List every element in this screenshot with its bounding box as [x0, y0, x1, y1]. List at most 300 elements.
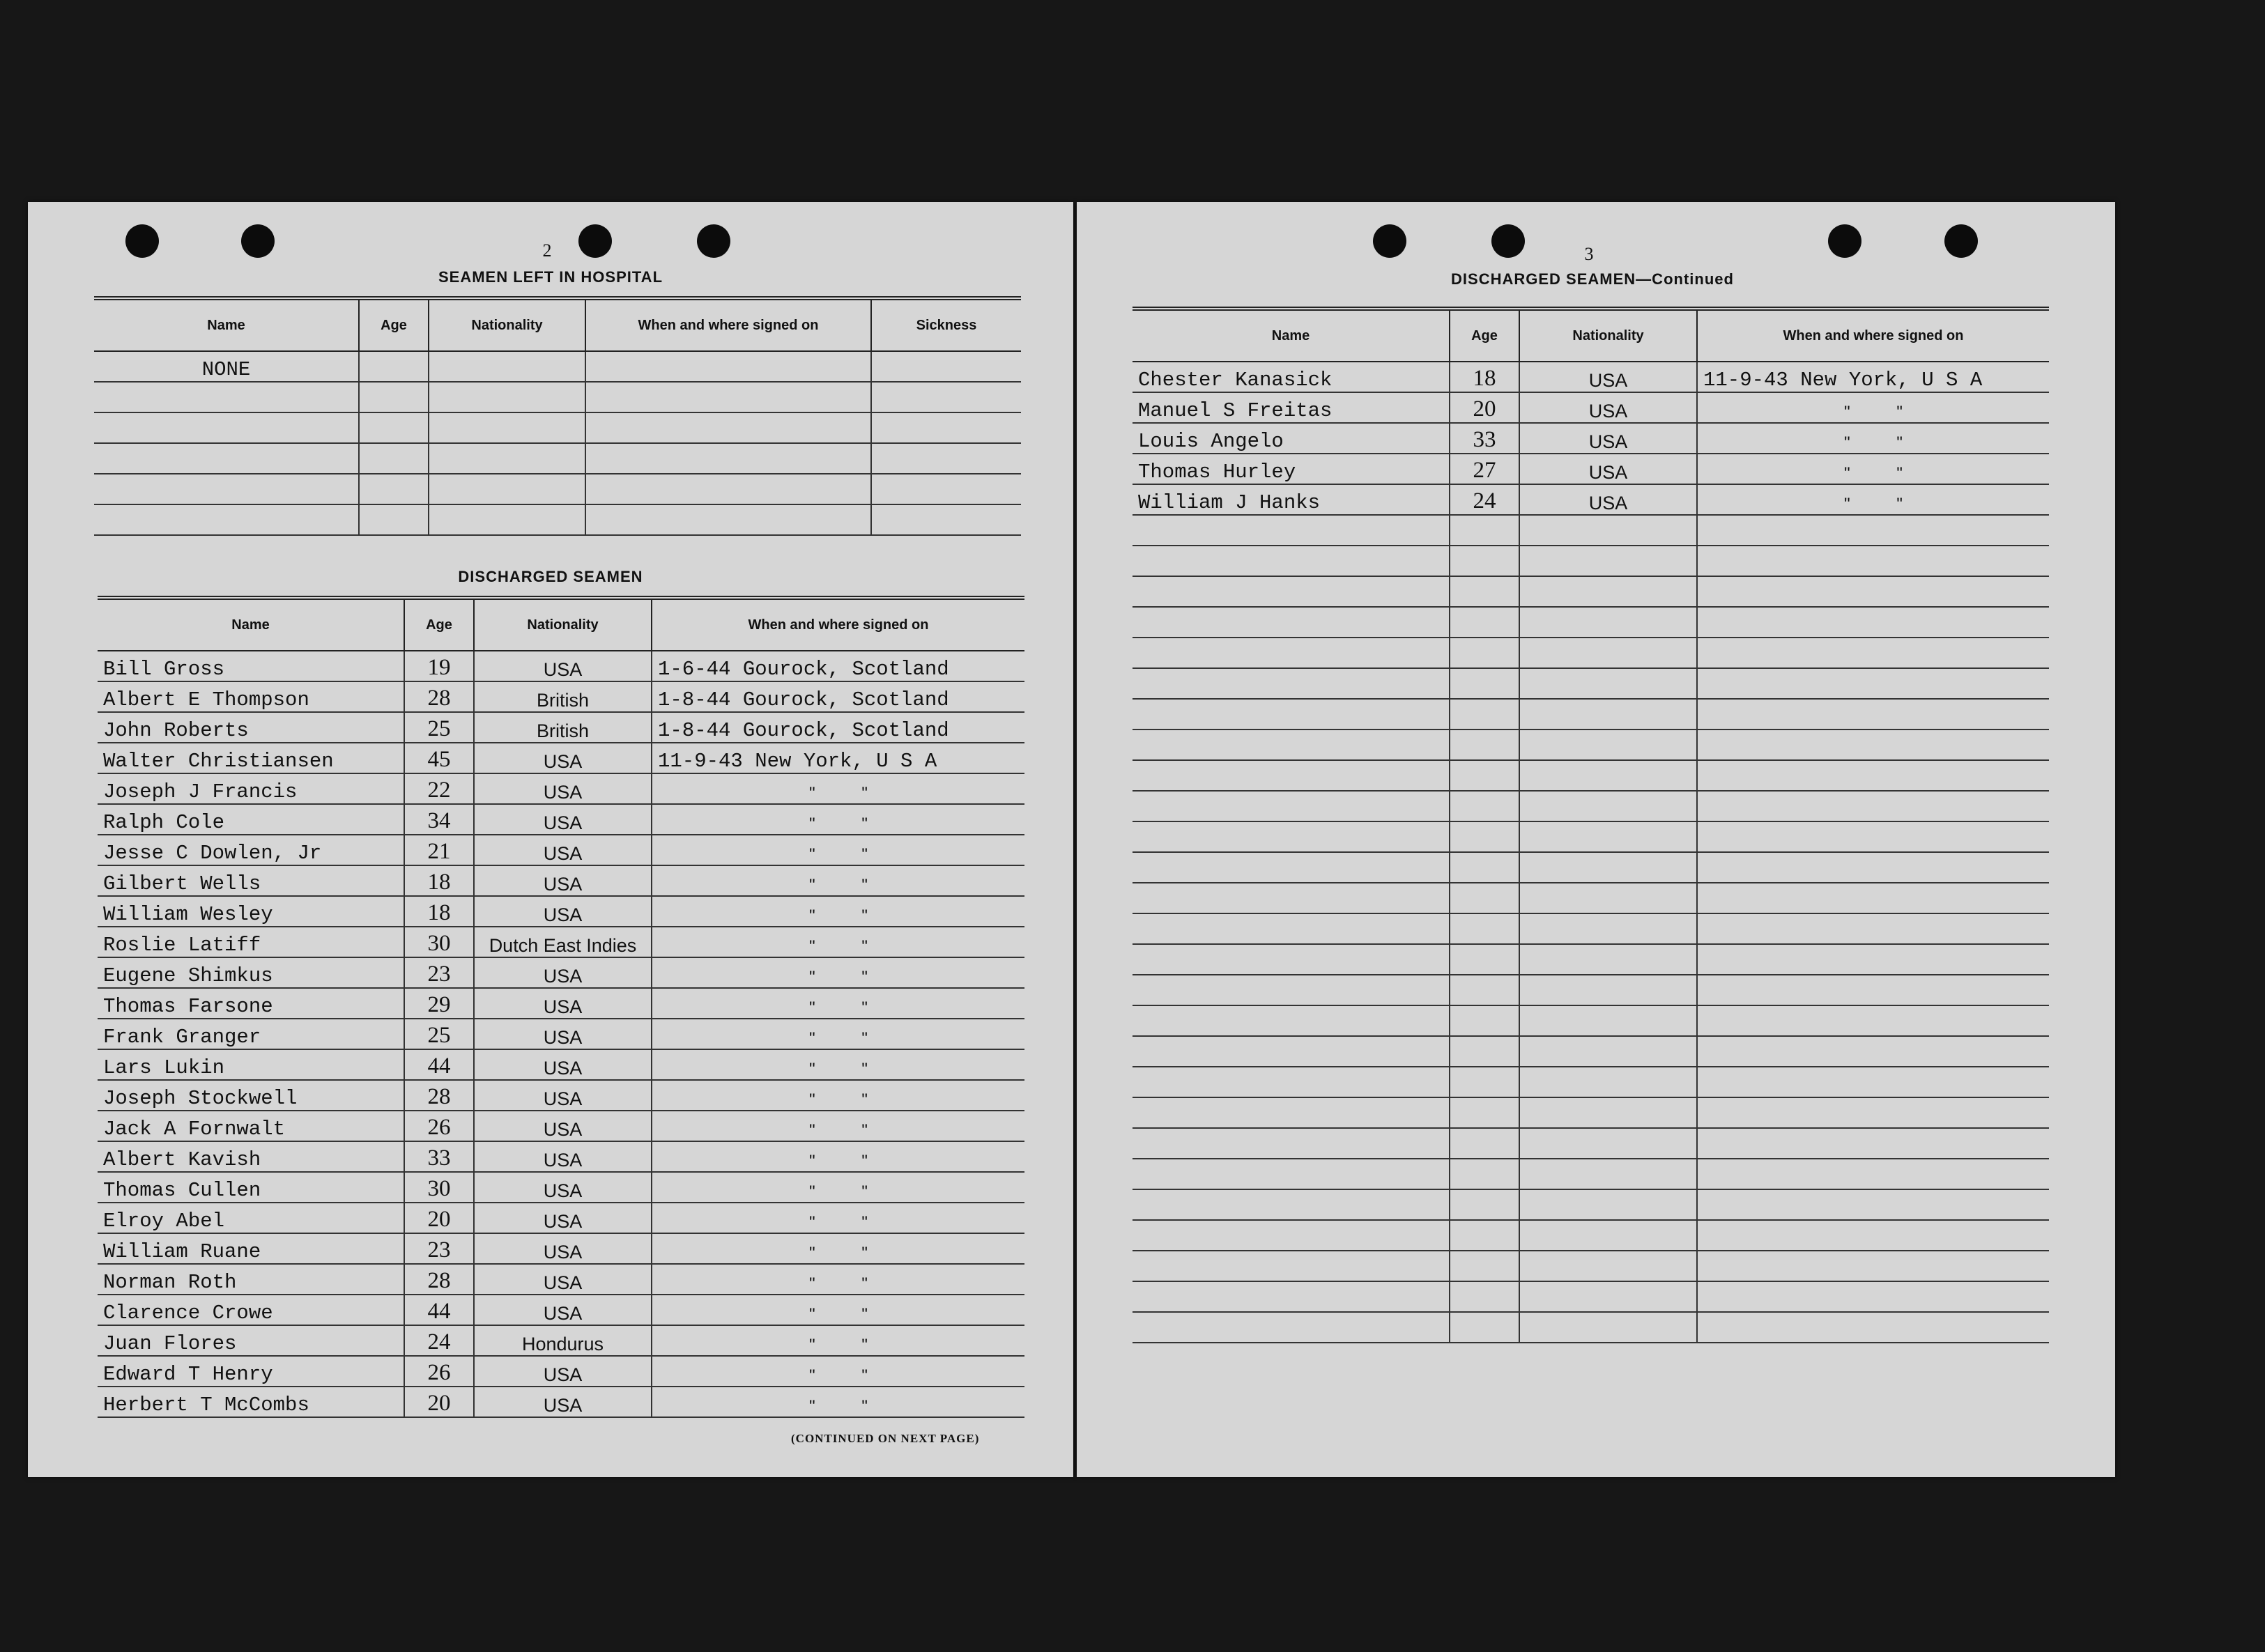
table-cell: Frank Granger	[98, 1019, 404, 1049]
table-cell	[1132, 1067, 1450, 1097]
table-cell	[585, 412, 871, 443]
table-cell	[1519, 975, 1697, 1005]
table-cell: 34	[404, 804, 474, 835]
table-cell	[1519, 760, 1697, 791]
table-cell	[1519, 1097, 1697, 1128]
table-cell	[1450, 1251, 1519, 1281]
punch-hole	[697, 224, 730, 258]
table-cell: 26	[404, 1111, 474, 1141]
table-cell: 28	[404, 681, 474, 712]
table-row	[1132, 576, 2049, 607]
table-row	[1132, 760, 2049, 791]
column-header: Name	[94, 298, 359, 351]
table-cell	[1132, 576, 1450, 607]
column-header: Age	[1450, 309, 1519, 362]
table-cell	[1132, 668, 1450, 699]
table-cell: 30	[404, 927, 474, 957]
table-cell	[1519, 1159, 1697, 1189]
table-cell	[1450, 913, 1519, 944]
table-cell: 28	[404, 1264, 474, 1295]
table-row	[1132, 454, 2049, 484]
table-cell: USA	[1519, 454, 1697, 484]
table-cell: 21	[404, 835, 474, 865]
hospital-table	[94, 296, 1021, 536]
table-cell: USA	[474, 804, 652, 835]
table-cell	[1697, 515, 2049, 546]
table-cell: Herbert T McCombs	[98, 1387, 404, 1417]
column-header: When and where signed on	[585, 298, 871, 351]
table-cell: " "	[652, 1080, 1024, 1111]
table-cell: " "	[652, 1172, 1024, 1203]
table-row	[1132, 791, 2049, 821]
column-header: Nationality	[429, 298, 585, 351]
table-cell	[1450, 1220, 1519, 1251]
table-cell	[1519, 1189, 1697, 1220]
discharged-continued-title: DISCHARGED SEAMEN—Continued	[1451, 270, 1734, 288]
table-cell	[1697, 913, 2049, 944]
table-cell: USA	[474, 1049, 652, 1080]
table-cell: USA	[474, 1019, 652, 1049]
table-cell	[1450, 975, 1519, 1005]
table-cell	[1132, 883, 1450, 913]
table-cell: 30	[404, 1172, 474, 1203]
table-cell	[1697, 1220, 2049, 1251]
table-cell	[1697, 852, 2049, 883]
table-cell	[1132, 699, 1450, 729]
table-row	[1132, 1036, 2049, 1067]
table-row	[98, 1203, 1024, 1233]
table-cell	[1519, 791, 1697, 821]
table-cell: 11-9-43 New York, U S A	[1697, 362, 2049, 392]
table-cell	[1519, 883, 1697, 913]
table-header-row	[1132, 309, 2049, 362]
table-cell: " "	[652, 1141, 1024, 1172]
table-cell	[1697, 1281, 2049, 1312]
page-number: 3	[1584, 244, 1594, 264]
table-cell: 1-6-44 Gourock, Scotland	[652, 651, 1024, 681]
table-row	[1132, 515, 2049, 546]
table-cell: USA	[474, 1172, 652, 1203]
table-cell: William J Hanks	[1132, 484, 1450, 515]
table-cell	[1519, 852, 1697, 883]
column-header: Name	[1132, 309, 1450, 362]
table-cell: USA	[1519, 362, 1697, 392]
table-row	[1132, 1005, 2049, 1036]
table-cell: " "	[1697, 484, 2049, 515]
table-cell	[359, 351, 429, 382]
table-cell	[1697, 607, 2049, 638]
table-cell: Gilbert Wells	[98, 865, 404, 896]
table-cell	[359, 443, 429, 474]
table-cell: 33	[1450, 423, 1519, 454]
table-cell: Jack A Fornwalt	[98, 1111, 404, 1141]
table-cell	[1519, 944, 1697, 975]
table-cell	[1697, 1312, 2049, 1343]
table-row	[1132, 1159, 2049, 1189]
table-row	[1132, 484, 2049, 515]
table-cell: " "	[652, 1325, 1024, 1356]
table-cell	[585, 474, 871, 504]
table-row	[98, 896, 1024, 927]
table-cell	[1132, 760, 1450, 791]
table-cell	[1132, 515, 1450, 546]
table-cell	[1697, 1005, 2049, 1036]
table-cell: USA	[474, 835, 652, 865]
table-row	[1132, 1067, 2049, 1097]
table-cell: USA	[474, 651, 652, 681]
table-cell: 33	[404, 1141, 474, 1172]
table-row	[94, 382, 1021, 412]
table-row	[1132, 1189, 2049, 1220]
table-cell: USA	[1519, 392, 1697, 423]
table-cell	[1697, 668, 2049, 699]
table-cell	[1450, 852, 1519, 883]
table-cell: " "	[652, 1233, 1024, 1264]
table-cell: USA	[474, 1295, 652, 1325]
table-cell	[429, 504, 585, 535]
table-cell: " "	[1697, 423, 2049, 454]
table-row	[1132, 392, 2049, 423]
table-cell	[871, 351, 1021, 382]
table-row	[98, 681, 1024, 712]
table-row	[98, 1264, 1024, 1295]
table-cell: Clarence Crowe	[98, 1295, 404, 1325]
table-cell	[871, 382, 1021, 412]
table-cell	[871, 412, 1021, 443]
table-row	[1132, 821, 2049, 852]
table-cell: Chester Kanasick	[1132, 362, 1450, 392]
column-header: When and where signed on	[652, 598, 1024, 651]
column-header: Age	[404, 598, 474, 651]
discharged-section-title: DISCHARGED SEAMEN	[458, 568, 643, 585]
table-cell	[1132, 729, 1450, 760]
table-cell	[1697, 546, 2049, 576]
table-cell	[1697, 1067, 2049, 1097]
table-cell	[1697, 821, 2049, 852]
table-cell	[94, 504, 359, 535]
table-cell	[1697, 576, 2049, 607]
page-number: 2	[542, 240, 552, 261]
table-cell	[1132, 1159, 1450, 1189]
table-cell	[1132, 546, 1450, 576]
table-cell	[94, 382, 359, 412]
table-row	[98, 1019, 1024, 1049]
table-cell: " "	[652, 1295, 1024, 1325]
table-cell: 28	[404, 1080, 474, 1111]
table-cell	[1450, 821, 1519, 852]
table-row	[98, 927, 1024, 957]
table-cell: William Ruane	[98, 1233, 404, 1264]
table-row	[1132, 913, 2049, 944]
table-cell	[1697, 729, 2049, 760]
table-cell	[1132, 1005, 1450, 1036]
table-cell: British	[474, 712, 652, 743]
table-cell: Edward T Henry	[98, 1356, 404, 1387]
column-header: Nationality	[474, 598, 652, 651]
column-header: Sickness	[871, 298, 1021, 351]
table-row	[1132, 546, 2049, 576]
table-cell: " "	[652, 957, 1024, 988]
table-cell	[1697, 1128, 2049, 1159]
table-cell	[1450, 1312, 1519, 1343]
discharged-continued-table	[1132, 307, 2049, 1343]
table-cell	[1450, 607, 1519, 638]
table-cell: 29	[404, 988, 474, 1019]
table-cell: 44	[404, 1295, 474, 1325]
table-cell	[1697, 883, 2049, 913]
table-cell: NONE	[94, 351, 359, 382]
table-cell: USA	[1519, 423, 1697, 454]
punch-hole	[241, 224, 275, 258]
table-cell	[1519, 638, 1697, 668]
table-cell	[94, 443, 359, 474]
table-cell	[1132, 791, 1450, 821]
table-row	[98, 1295, 1024, 1325]
table-cell: Louis Angelo	[1132, 423, 1450, 454]
table-cell	[1450, 944, 1519, 975]
table-cell: 24	[404, 1325, 474, 1356]
table-row	[98, 1111, 1024, 1141]
table-cell: " "	[652, 1203, 1024, 1233]
table-cell	[359, 382, 429, 412]
table-cell: Thomas Cullen	[98, 1172, 404, 1203]
table-cell: " "	[1697, 392, 2049, 423]
table-cell	[429, 412, 585, 443]
table-cell: 26	[404, 1356, 474, 1387]
table-cell	[1519, 821, 1697, 852]
table-row	[1132, 668, 2049, 699]
table-cell: " "	[652, 1049, 1024, 1080]
table-cell: " "	[652, 1356, 1024, 1387]
table-row	[98, 773, 1024, 804]
table-cell	[359, 474, 429, 504]
table-cell: Hondurus	[474, 1325, 652, 1356]
table-cell: Joseph Stockwell	[98, 1080, 404, 1111]
table-cell	[1450, 576, 1519, 607]
table-cell	[1132, 1312, 1450, 1343]
table-row	[1132, 1251, 2049, 1281]
table-cell: USA	[474, 896, 652, 927]
table-cell: " "	[652, 988, 1024, 1019]
table-cell: USA	[474, 865, 652, 896]
table-cell	[1450, 638, 1519, 668]
table-cell: 25	[404, 712, 474, 743]
table-cell: " "	[652, 1264, 1024, 1295]
column-header: Age	[359, 298, 429, 351]
table-cell: " "	[652, 927, 1024, 957]
table-cell	[94, 474, 359, 504]
table-cell: Thomas Farsone	[98, 988, 404, 1019]
table-cell	[1132, 1251, 1450, 1281]
table-cell	[1450, 668, 1519, 699]
table-cell	[1519, 1036, 1697, 1067]
table-cell	[871, 504, 1021, 535]
column-header: When and where signed on	[1697, 309, 2049, 362]
table-cell: 20	[404, 1203, 474, 1233]
table-cell: 18	[404, 865, 474, 896]
table-cell: 19	[404, 651, 474, 681]
table-cell	[871, 474, 1021, 504]
table-cell	[585, 351, 871, 382]
table-cell	[1132, 1281, 1450, 1312]
table-row	[94, 351, 1021, 382]
table-cell: USA	[474, 773, 652, 804]
table-cell: Dutch East Indies	[474, 927, 652, 957]
table-cell	[1697, 975, 2049, 1005]
table-row	[98, 804, 1024, 835]
table-cell	[1132, 1220, 1450, 1251]
table-cell	[1450, 1281, 1519, 1312]
table-row	[94, 412, 1021, 443]
table-cell: USA	[474, 1387, 652, 1417]
table-cell	[1450, 1128, 1519, 1159]
table-cell: British	[474, 681, 652, 712]
table-row	[1132, 729, 2049, 760]
table-cell	[1519, 699, 1697, 729]
table-cell	[1450, 699, 1519, 729]
table-cell	[359, 412, 429, 443]
table-row	[98, 1387, 1024, 1417]
table-cell	[871, 443, 1021, 474]
table-cell: USA	[1519, 484, 1697, 515]
table-cell: 20	[404, 1387, 474, 1417]
table-row	[1132, 423, 2049, 454]
table-row	[98, 1141, 1024, 1172]
table-cell: 18	[404, 896, 474, 927]
table-row	[98, 1356, 1024, 1387]
table-cell	[1450, 729, 1519, 760]
table-row	[98, 988, 1024, 1019]
table-cell	[1450, 1189, 1519, 1220]
table-row	[1132, 1097, 2049, 1128]
table-cell	[1519, 1005, 1697, 1036]
table-row	[98, 743, 1024, 773]
table-cell	[1132, 1189, 1450, 1220]
table-cell	[1519, 729, 1697, 760]
table-cell	[359, 504, 429, 535]
punch-hole	[1491, 224, 1525, 258]
table-cell	[1697, 1251, 2049, 1281]
table-cell	[1132, 944, 1450, 975]
table-cell	[1697, 1159, 2049, 1189]
table-cell	[1519, 913, 1697, 944]
table-cell: 1-8-44 Gourock, Scotland	[652, 681, 1024, 712]
table-cell	[1697, 1189, 2049, 1220]
table-cell: Elroy Abel	[98, 1203, 404, 1233]
table-cell: USA	[474, 1141, 652, 1172]
table-cell: USA	[474, 1356, 652, 1387]
table-cell: " "	[652, 865, 1024, 896]
table-cell: Thomas Hurley	[1132, 454, 1450, 484]
table-cell	[1697, 638, 2049, 668]
table-cell	[94, 412, 359, 443]
table-row	[98, 1233, 1024, 1264]
column-header: Name	[98, 598, 404, 651]
hospital-section-title: SEAMEN LEFT IN HOSPITAL	[438, 268, 663, 286]
table-cell: Juan Flores	[98, 1325, 404, 1356]
table-cell: Joseph J Francis	[98, 773, 404, 804]
table-row	[98, 1172, 1024, 1203]
table-cell	[1132, 607, 1450, 638]
table-cell	[1519, 546, 1697, 576]
table-row	[98, 865, 1024, 896]
table-cell	[1132, 913, 1450, 944]
table-cell: 23	[404, 957, 474, 988]
table-row	[98, 1080, 1024, 1111]
table-cell	[1450, 760, 1519, 791]
table-cell	[1519, 1251, 1697, 1281]
table-cell	[1132, 1036, 1450, 1067]
table-cell: " "	[1697, 454, 2049, 484]
table-cell: " "	[652, 896, 1024, 927]
table-cell: " "	[652, 773, 1024, 804]
table-row	[1132, 883, 2049, 913]
table-row	[1132, 1312, 2049, 1343]
table-cell	[1519, 1312, 1697, 1343]
table-cell	[1132, 852, 1450, 883]
table-row	[1132, 1220, 2049, 1251]
table-header-row	[94, 298, 1021, 351]
table-cell: Ralph Cole	[98, 804, 404, 835]
table-cell	[1450, 1159, 1519, 1189]
left-page	[28, 202, 1073, 1477]
table-cell: 24	[1450, 484, 1519, 515]
table-cell	[1697, 699, 2049, 729]
table-cell: USA	[474, 1111, 652, 1141]
table-cell: " "	[652, 1387, 1024, 1417]
table-cell	[1697, 791, 2049, 821]
table-row	[1132, 1281, 2049, 1312]
punch-hole	[1828, 224, 1861, 258]
table-row	[98, 1049, 1024, 1080]
table-cell	[1132, 638, 1450, 668]
table-cell	[1519, 1220, 1697, 1251]
table-cell	[1450, 1097, 1519, 1128]
table-cell	[429, 382, 585, 412]
right-page	[1077, 202, 2115, 1477]
table-cell	[585, 382, 871, 412]
table-row	[98, 1325, 1024, 1356]
table-cell	[1519, 515, 1697, 546]
table-cell: Eugene Shimkus	[98, 957, 404, 988]
table-row	[98, 712, 1024, 743]
table-cell	[1697, 1036, 2049, 1067]
table-cell	[1519, 1067, 1697, 1097]
table-cell: Lars Lukin	[98, 1049, 404, 1080]
table-cell	[429, 351, 585, 382]
table-cell	[429, 474, 585, 504]
table-row	[1132, 607, 2049, 638]
table-cell	[429, 443, 585, 474]
table-cell: 23	[404, 1233, 474, 1264]
table-cell: USA	[474, 957, 652, 988]
column-header: Nationality	[1519, 309, 1697, 362]
table-cell: " "	[652, 1111, 1024, 1141]
table-cell: Jesse C Dowlen, Jr	[98, 835, 404, 865]
table-row	[94, 443, 1021, 474]
table-cell	[1450, 791, 1519, 821]
table-row	[1132, 638, 2049, 668]
table-cell: Manuel S Freitas	[1132, 392, 1450, 423]
table-cell	[1450, 1067, 1519, 1097]
table-cell: " "	[652, 1019, 1024, 1049]
table-cell	[1697, 760, 2049, 791]
table-row	[1132, 944, 2049, 975]
table-cell: Walter Christiansen	[98, 743, 404, 773]
table-cell: John Roberts	[98, 712, 404, 743]
table-cell: 27	[1450, 454, 1519, 484]
table-row	[94, 504, 1021, 535]
